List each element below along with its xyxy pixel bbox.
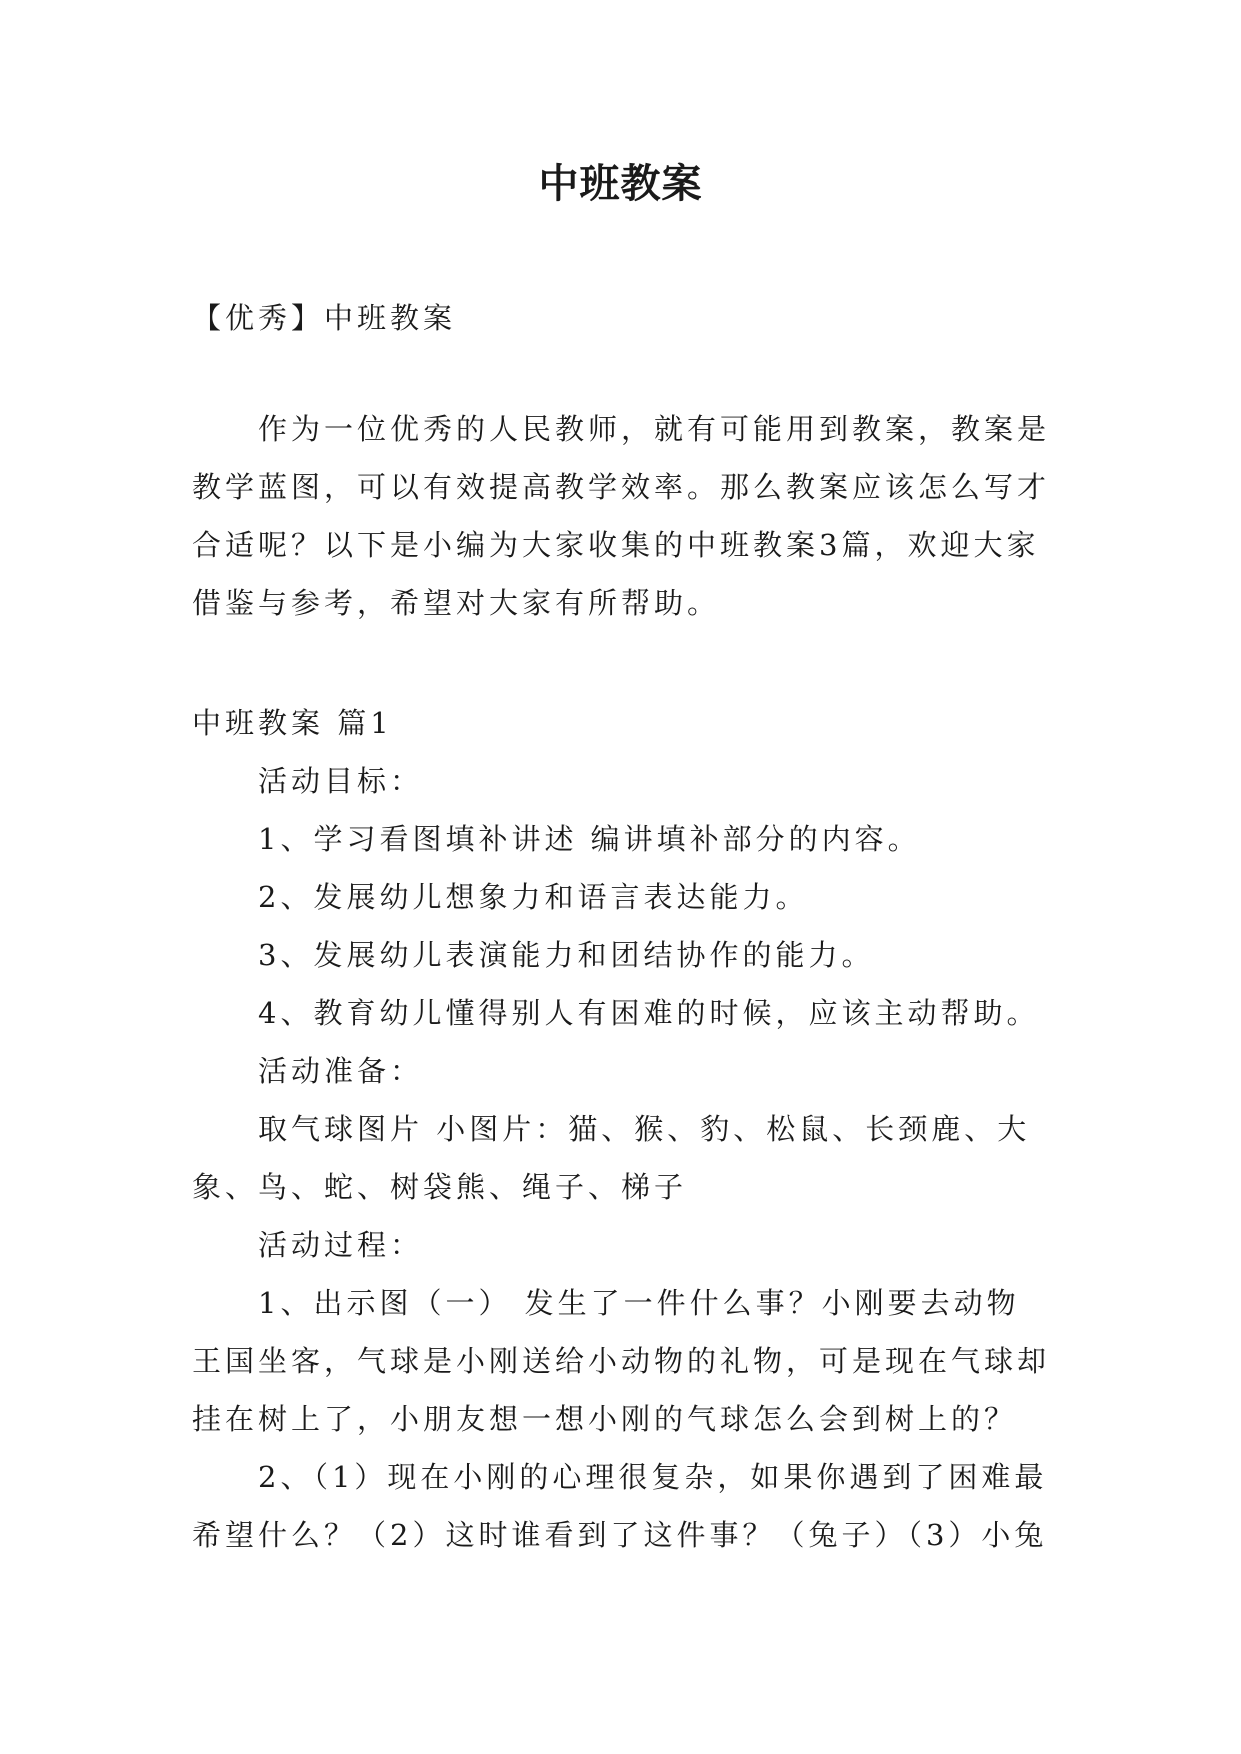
goal-item: 3、发展幼儿表演能力和团结协作的能力。 [258,938,875,972]
goal-item: 1、学习看图填补讲述 编讲填补部分的内容。 [258,822,921,856]
lesson-plan-section [192,694,1052,1564]
document-subtitle: 【优秀】中班教案 [192,301,457,335]
process-step: 1、出示图（一） 发生了一件什么事？小刚要去动物王国坐客，气球是小刚送给小动物的礼物，可是现在气球却挂在树上了，小朋友想一想小刚的气球怎么会到树上的？ [192,1286,1051,1436]
prep-heading: 活动准备： [258,1054,424,1088]
goal-item: 2、发展幼儿想象力和语言表达能力。 [258,880,809,914]
prep-paragraph: 取气球图片 小图片：猫、猴、豹、松鼠、长颈鹿、大象、鸟、蛇、树袋熊、绳子、梯子 [192,1112,1031,1204]
goals-heading: 活动目标： [258,764,424,798]
process-step: 2、（1）现在小刚的心理很复杂，如果你遇到了困难最希望什么？（2）这时谁看到了这件事？（兔子）（3）小兔 [192,1460,1048,1552]
document-title: 中班教案 [538,160,703,207]
process-heading: 活动过程： [258,1228,424,1262]
goal-item: 4、教育幼儿懂得别人有困难的时候，应该主动帮助。 [258,996,1040,1030]
intro-paragraph: 作为一位优秀的人民教师，就有可能用到教案，教案是教学蓝图，可以有效提高教学效率。那么教案应该怎么写才合适呢？以下是小编为大家收集的中班教案3篇，欢迎大家借鉴与参考，希望对大家有所帮助。 [192,412,1051,620]
section-heading: 中班教案 篇1 [192,706,393,740]
